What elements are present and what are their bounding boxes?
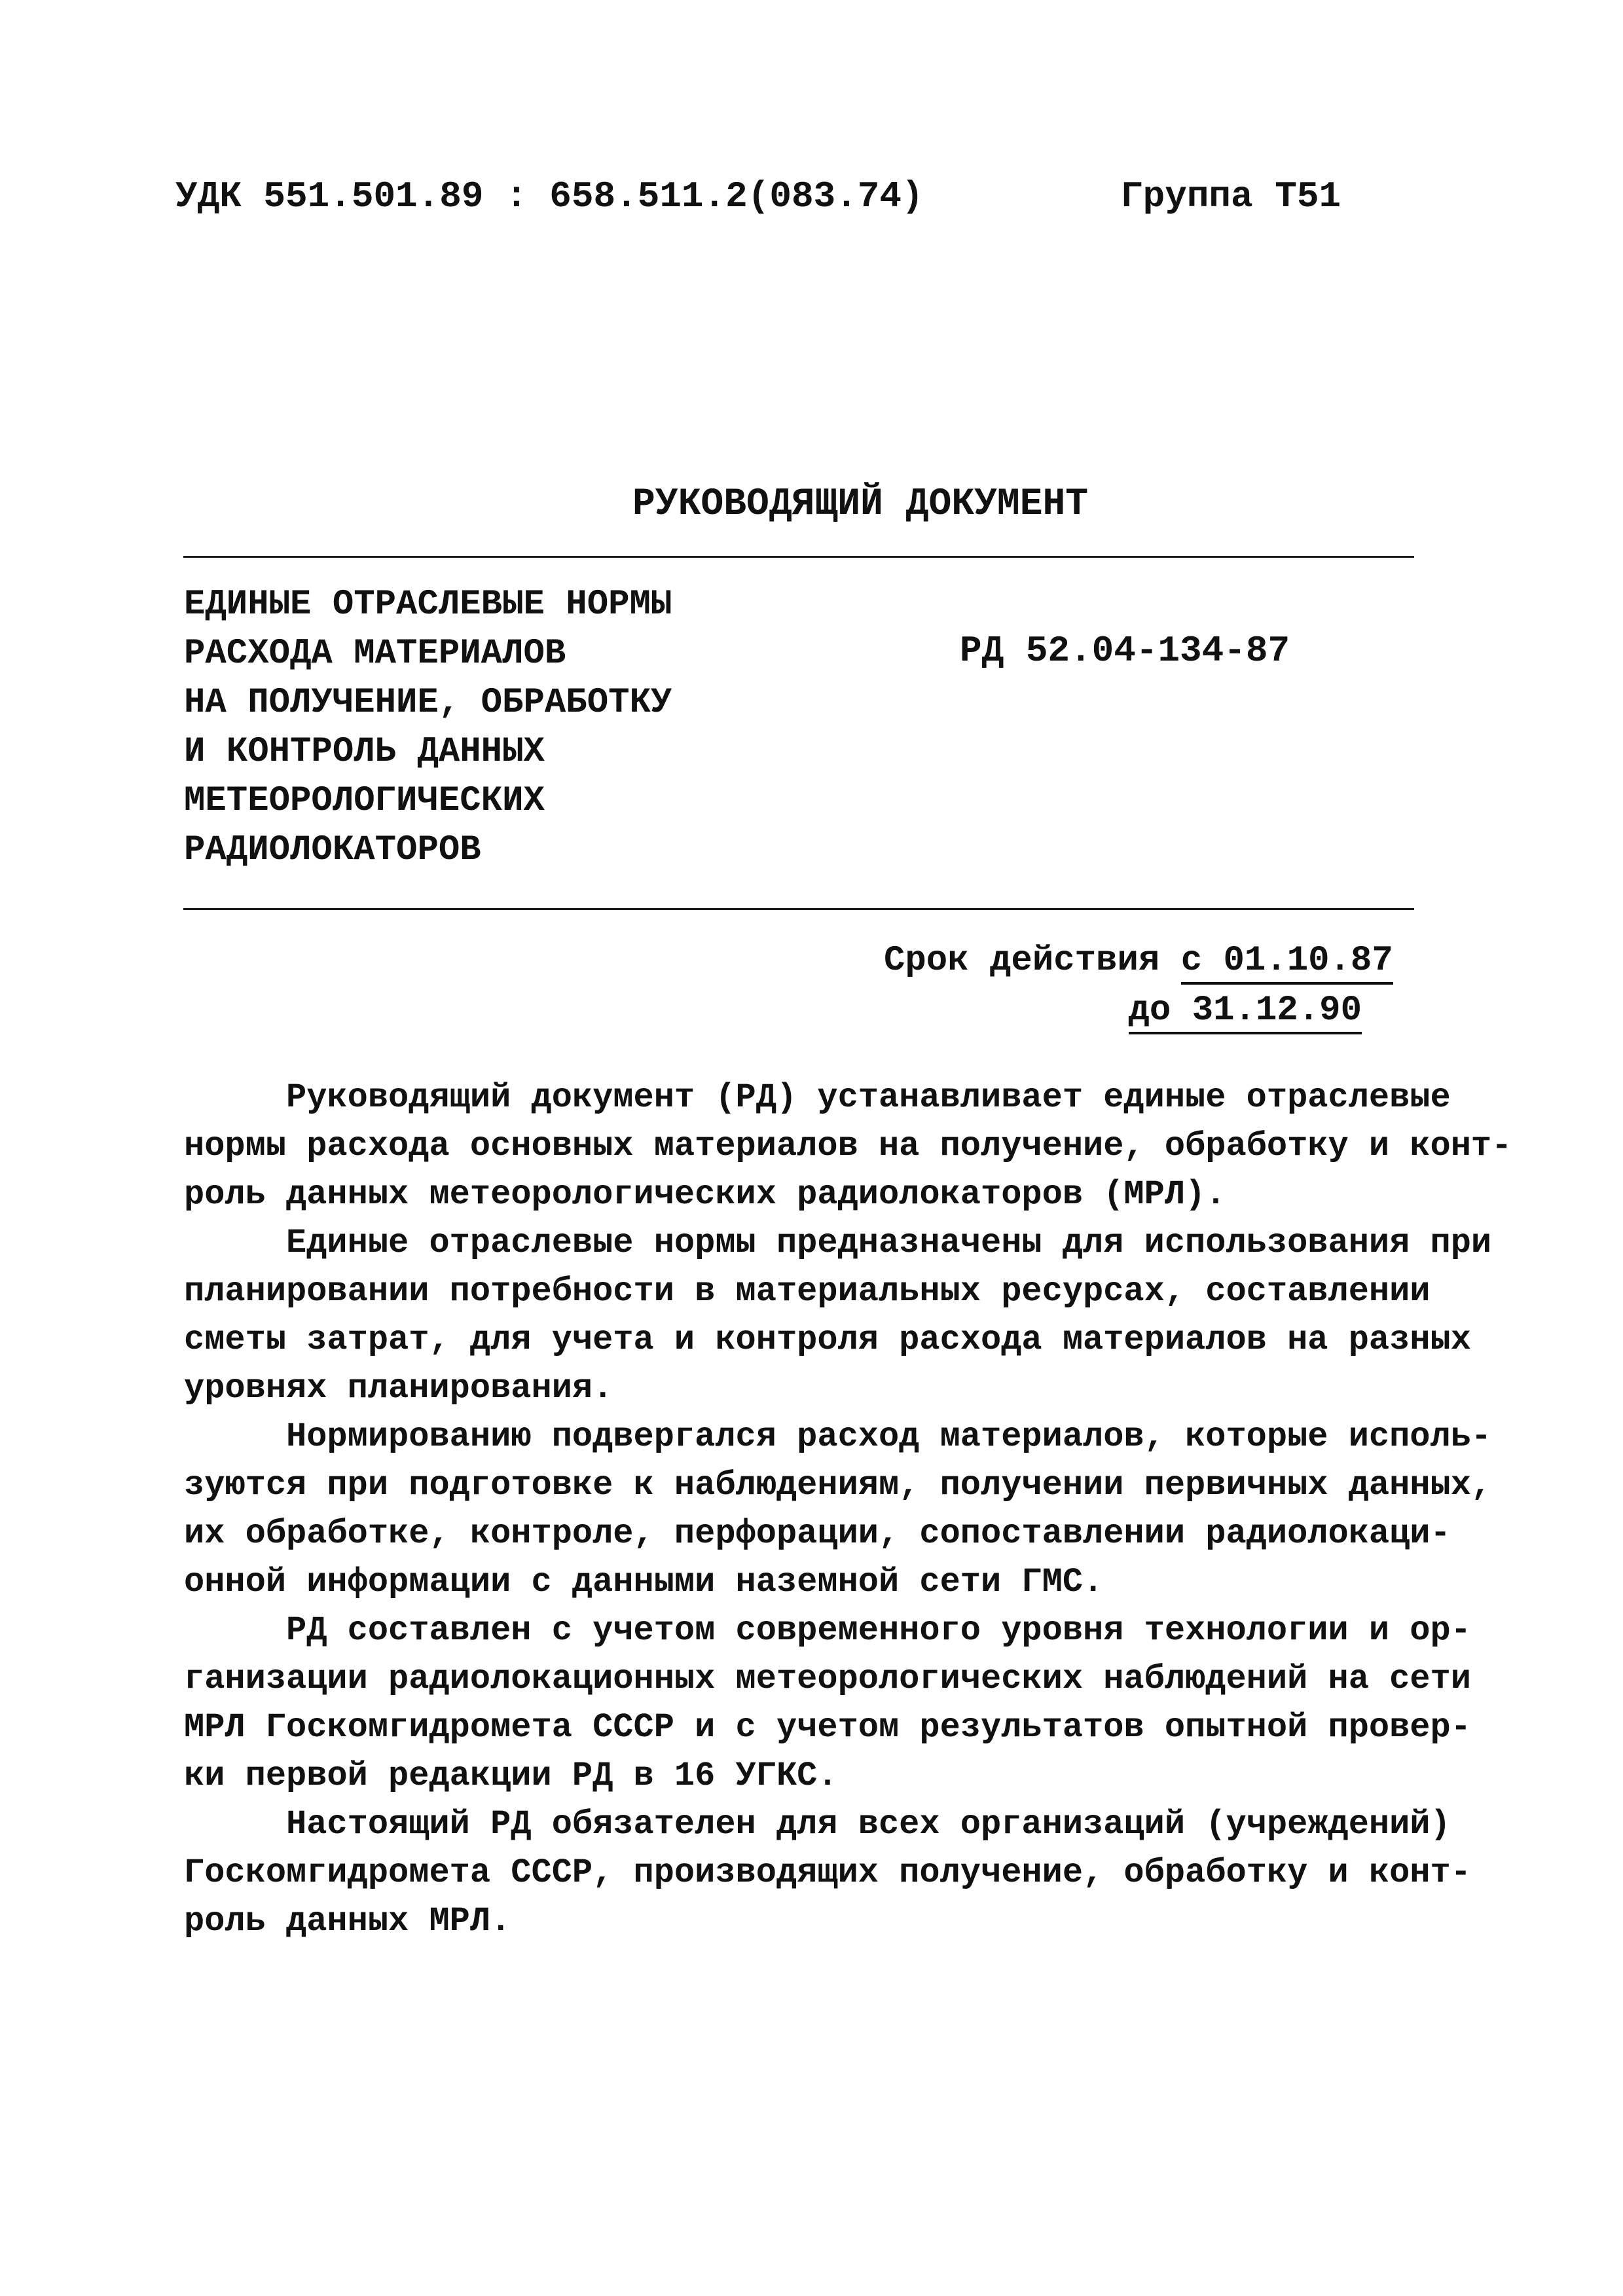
body-line: ганизации радиолокационных метеорологических наблюдений на сети: [184, 1660, 1471, 1698]
body-line: нормы расхода основных материалов на получение, обработку и конт-: [184, 1127, 1512, 1165]
body-line: Единые отраслевые нормы предназначены для использования при: [184, 1224, 1492, 1262]
title-line: МЕТЕОРОЛОГИЧЕСКИХ: [184, 781, 545, 821]
title-line: РАДИОЛОКАТОРОВ: [184, 830, 481, 870]
document-body: [184, 1074, 1512, 1946]
title-line: РАСХОДА МАТЕРИАЛОВ: [184, 634, 566, 674]
body-line: планировании потребности в материальных ресурсах, составлении: [184, 1272, 1431, 1311]
document-title: [184, 580, 826, 875]
udk-code: УДК 551.501.89 : 658.511.2(083.74): [175, 175, 924, 217]
body-line: роль данных метеорологических радиолокаторов (МРЛ).: [184, 1175, 1226, 1214]
body-line: зуются при подготовке к наблюдениям, получении первичных данных,: [184, 1466, 1492, 1504]
validity-to: до 31.12.90: [1129, 991, 1362, 1034]
top-divider: [183, 556, 1414, 558]
body-line: Настоящий РД обязателен для всех организаций (учреждений): [184, 1805, 1451, 1844]
body-line: роль данных МРЛ.: [184, 1902, 511, 1941]
validity-to-row: [884, 986, 1362, 1036]
validity-label: Срок действия: [884, 941, 1160, 981]
body-line: Нормированию подвергался расход материалов, которые исполь-: [184, 1417, 1492, 1456]
validity-from-row: [884, 936, 1393, 986]
document-code: РД 52.04-134-87: [960, 630, 1290, 672]
body-line: МРЛ Госкомгидромета СССР и с учетом результатов опытной провер-: [184, 1708, 1471, 1747]
group-label: Группа Т51: [1121, 175, 1341, 217]
validity-from: с 01.10.87: [1181, 941, 1393, 985]
body-line: РД составлен с учетом современного уровня технологии и ор-: [184, 1611, 1471, 1650]
body-line: онной информации с данными наземной сети ГМС.: [184, 1563, 1104, 1601]
title-line: НА ПОЛУЧЕНИЕ, ОБРАБОТКУ: [184, 683, 672, 723]
body-line: уровнях планирования.: [184, 1369, 613, 1408]
body-line: ки первой редакции РД в 16 УГКС.: [184, 1757, 838, 1795]
title-line: ЕДИНЫЕ ОТРАСЛЕВЫЕ НОРМЫ: [184, 585, 672, 625]
body-line: сметы затрат, для учета и контроля расхода материалов на разных: [184, 1321, 1471, 1359]
body-line: Руководящий документ (РД) устанавливает единые отраслевые: [184, 1078, 1451, 1117]
body-line: их обработке, контроле, перфорации, сопоставлении радиолокаци-: [184, 1514, 1451, 1553]
validity-period: [884, 936, 1393, 1036]
document-type-heading: РУКОВОДЯЩИЙ ДОКУМЕНТ: [632, 483, 1089, 526]
bottom-divider: [183, 908, 1414, 910]
title-line: И КОНТРОЛЬ ДАННЫХ: [184, 732, 545, 772]
body-line: Госкомгидромета СССР, производящих получение, обработку и конт-: [184, 1853, 1471, 1892]
